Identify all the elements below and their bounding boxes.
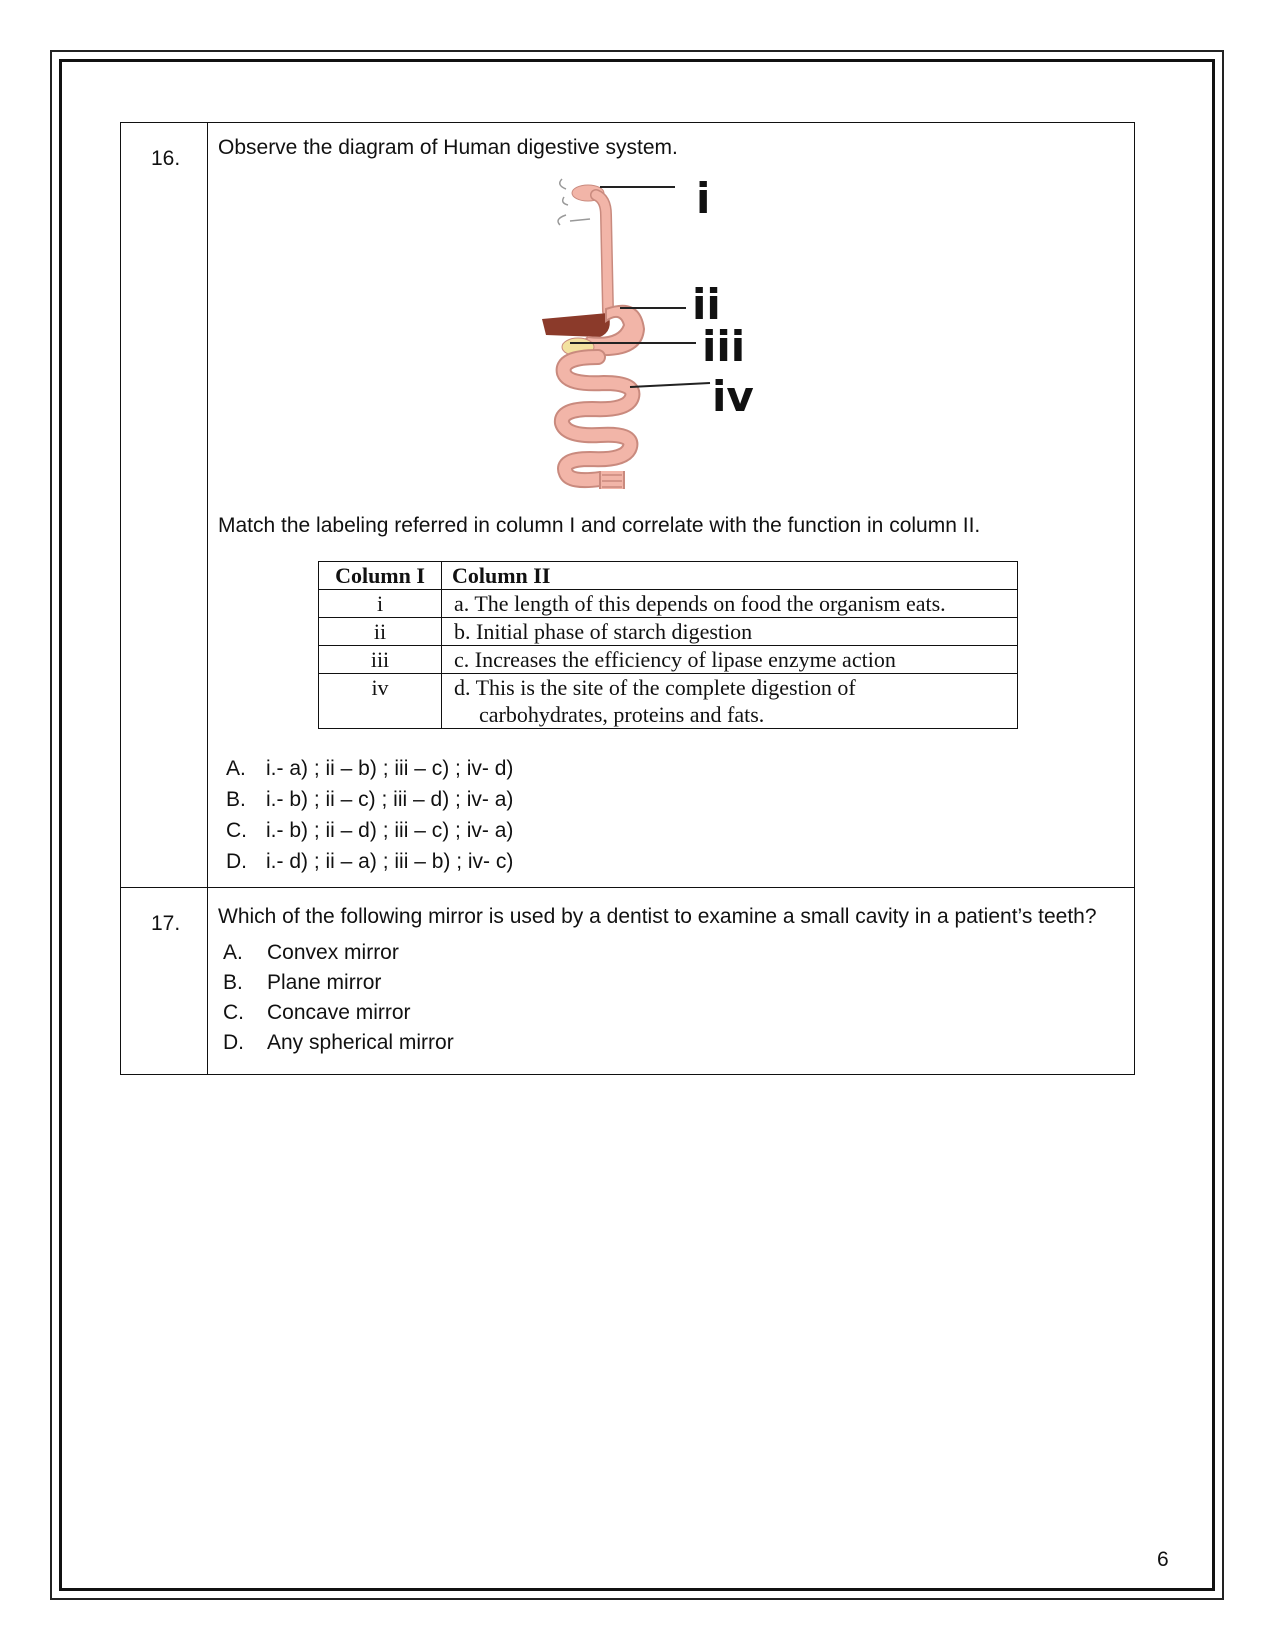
table-row <box>319 618 1018 646</box>
question-17-body <box>208 888 1135 1075</box>
diagram-label-iii: iii <box>702 322 746 371</box>
table-cell: ii <box>319 618 442 646</box>
diagram-label-ii: ii <box>692 280 721 329</box>
option-letter: A. <box>223 941 243 964</box>
option-letter: A. <box>226 756 246 780</box>
question-16-body <box>208 123 1135 888</box>
table-cell: i <box>319 590 442 618</box>
question-number: 17. <box>121 888 208 1075</box>
column-header: Column I <box>319 562 442 590</box>
table-cell: b. Initial phase of starch digestion <box>442 618 1018 646</box>
option-b[interactable] <box>218 784 1122 815</box>
questions-table <box>120 122 1135 1075</box>
option-letter: D. <box>223 1031 244 1054</box>
option-c[interactable] <box>218 998 1122 1028</box>
match-table <box>318 561 1018 729</box>
column-header: Column II <box>442 562 1018 590</box>
option-letter: B. <box>226 787 246 811</box>
option-d[interactable] <box>218 1028 1122 1058</box>
option-text: Concave mirror <box>267 1001 411 1024</box>
diagram-label-iv: iv <box>712 372 754 421</box>
match-instruction: Match the labeling referred in column I and correlate with the function in column II. <box>218 514 981 537</box>
option-text: Convex mirror <box>267 941 399 964</box>
digestive-system-diagram <box>540 171 780 491</box>
answer-options <box>218 753 1122 877</box>
option-c[interactable] <box>218 815 1122 846</box>
question-16-row <box>121 123 1135 888</box>
table-cell: iii <box>319 646 442 674</box>
table-row <box>319 646 1018 674</box>
option-a[interactable] <box>218 938 1122 968</box>
question-17-row <box>121 888 1135 1075</box>
table-cell: iv <box>319 674 442 729</box>
option-d[interactable] <box>218 846 1122 877</box>
question-number: 16. <box>121 123 208 888</box>
question-prompt: Which of the following mirror is used by a dentist to examine a small cavity in a patient’s teeth? <box>218 905 1097 928</box>
option-text: Any spherical mirror <box>267 1031 454 1054</box>
option-letter: C. <box>226 818 247 842</box>
table-cell-text: carbohydrates, proteins and fats. <box>479 702 765 727</box>
option-text: Plane mirror <box>267 971 382 994</box>
question-prompt: Observe the diagram of Human digestive system. <box>218 136 678 159</box>
option-letter: B. <box>223 971 243 994</box>
answer-options <box>218 938 1122 1058</box>
option-text: i.- a) ; ii – b) ; iii – c) ; iv- d) <box>266 756 514 780</box>
table-row <box>319 674 1018 729</box>
table-cell <box>442 674 1018 729</box>
option-a[interactable] <box>218 753 1122 784</box>
page-number: 6 <box>1157 1548 1169 1571</box>
option-letter: D. <box>226 849 247 873</box>
diagram-label-i: i <box>696 174 711 223</box>
option-text: i.- d) ; ii – a) ; iii – b) ; iv- c) <box>266 849 514 873</box>
table-cell: c. Increases the efficiency of lipase enzyme action <box>442 646 1018 674</box>
option-text: i.- b) ; ii – c) ; iii – d) ; iv- a) <box>266 787 514 811</box>
option-text: i.- b) ; ii – d) ; iii – c) ; iv- a) <box>266 818 514 842</box>
option-letter: C. <box>223 1001 244 1024</box>
table-cell-text: d. This is the site of the complete digestion of <box>454 675 856 700</box>
table-row <box>319 590 1018 618</box>
table-cell: a. The length of this depends on food the organism eats. <box>442 590 1018 618</box>
option-b[interactable] <box>218 968 1122 998</box>
